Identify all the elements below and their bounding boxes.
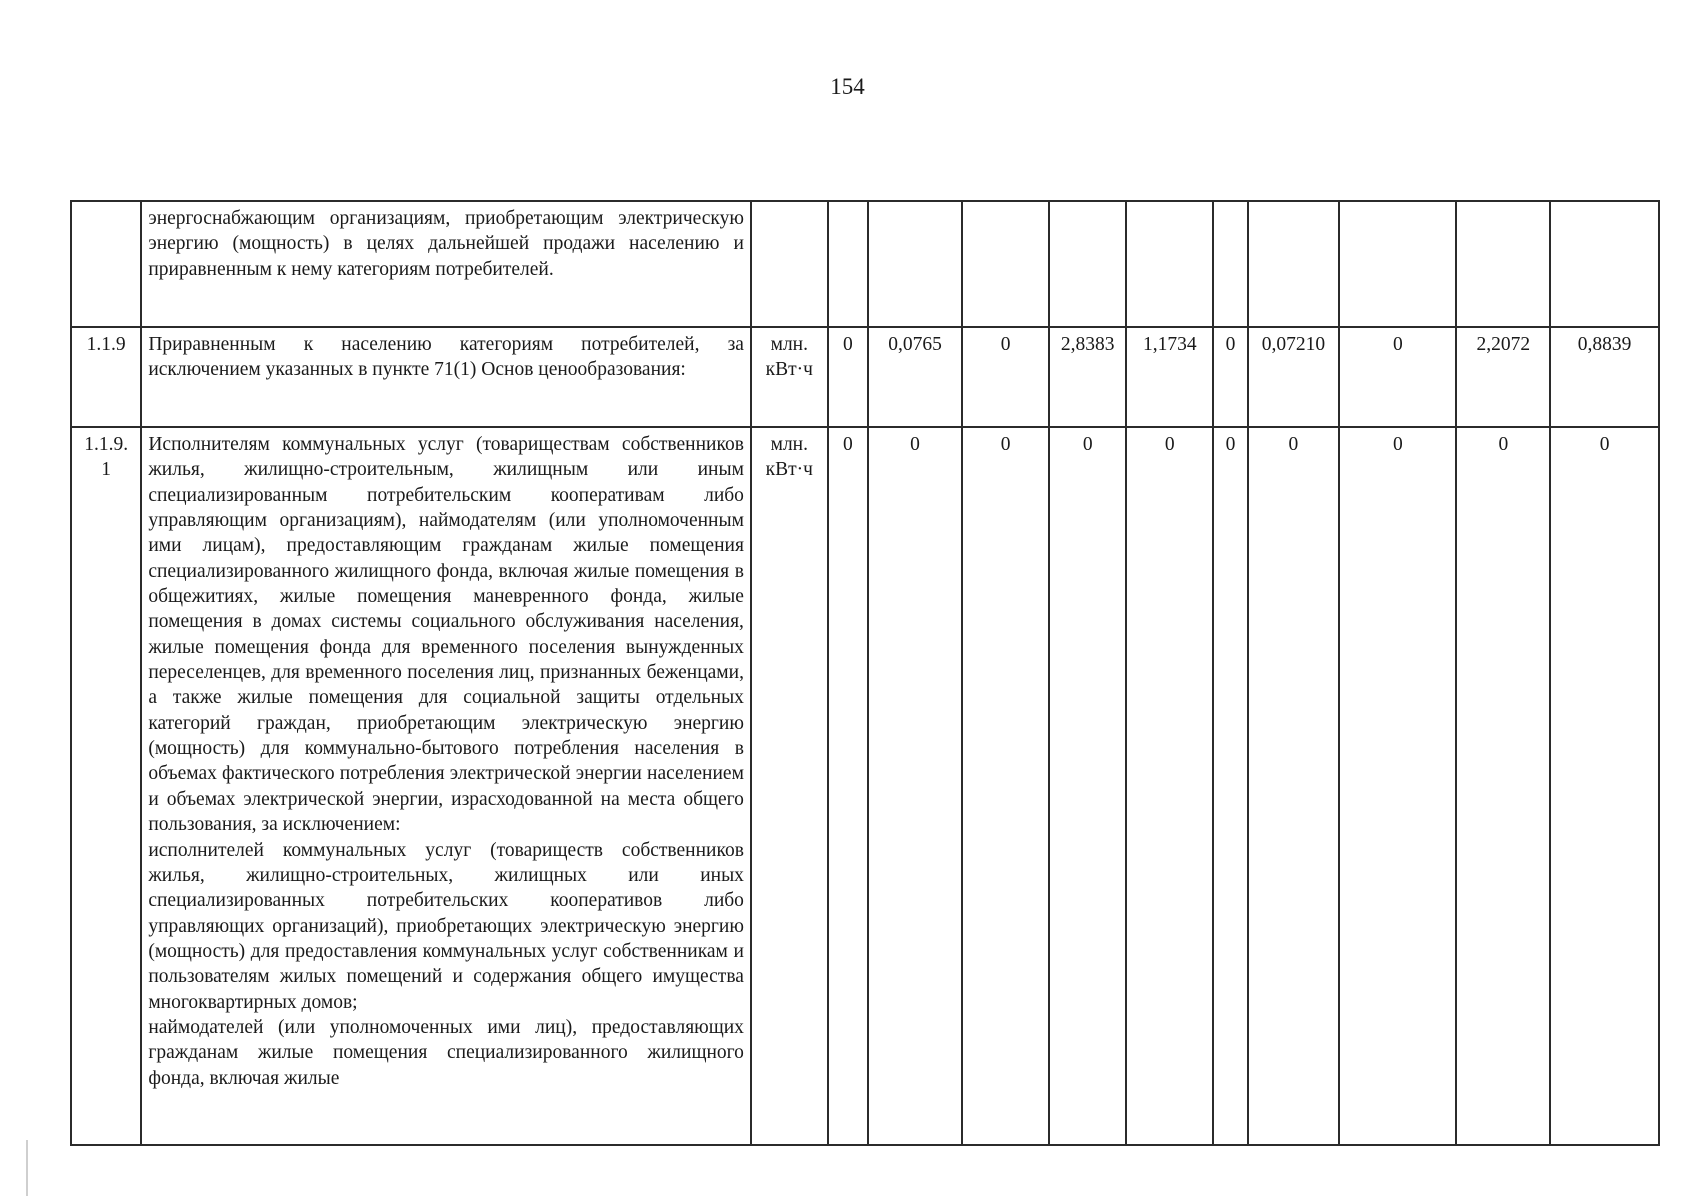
value-cell-2: 0 xyxy=(868,427,962,1145)
row-number-cell: 1.1.9. 1 xyxy=(71,427,141,1145)
value-cell-9: 2,2072 xyxy=(1456,327,1550,427)
value-cell-6: 0 xyxy=(1213,327,1247,427)
value-cell-7 xyxy=(1248,201,1340,327)
value-cell-10: 0 xyxy=(1550,427,1659,1145)
description-paragraph: исполнителей коммунальных услуг (товариществ собственников жилья, жилищно-строительных, жилищных или иных специализированных потребительских кооперативов либо управляющих организаций), приобретающих электрическую энергию (мощность) для предоставления коммунальных услуг собственникам и пользователям жилых помещений и содержания общего имущества многоквартирных домов; xyxy=(148,839,744,1013)
unit-cell: млн. кВт·ч xyxy=(751,427,828,1145)
description-paragraph: Приравненным к населению категориям потребителей, за исключением указанных в пункте 71(1) Основ ценообразования: xyxy=(148,334,744,381)
value-cell-7: 0,07210 xyxy=(1248,327,1340,427)
value-cell-3: 0 xyxy=(962,327,1049,427)
value-cell-8: 0 xyxy=(1339,427,1456,1145)
value-cell-2 xyxy=(868,201,962,327)
value-cell-4 xyxy=(1049,201,1126,327)
value-cell-5 xyxy=(1126,201,1213,327)
row-description-cell xyxy=(141,327,751,427)
description-paragraph: энергоснабжающим организациям, приобретающим электрическую энергию (мощность) в целях дальнейшей продажи населению и приравненным к нему категориям потребителей. xyxy=(148,208,744,280)
value-cell-1: 0 xyxy=(828,427,868,1145)
table-row xyxy=(71,327,1659,427)
table-body xyxy=(71,201,1659,1145)
row-number-cell xyxy=(71,201,141,327)
row-description-cell xyxy=(141,201,751,327)
value-cell-8: 0 xyxy=(1339,327,1456,427)
row-number-cell: 1.1.9 xyxy=(71,327,141,427)
value-cell-10 xyxy=(1550,201,1659,327)
value-cell-9 xyxy=(1456,201,1550,327)
value-cell-4: 0 xyxy=(1049,427,1126,1145)
value-cell-6: 0 xyxy=(1213,427,1247,1145)
value-cell-1: 0 xyxy=(828,327,868,427)
value-cell-6 xyxy=(1213,201,1247,327)
value-cell-5: 1,1734 xyxy=(1126,327,1213,427)
page-number: 154 xyxy=(830,74,865,99)
description-paragraph: Исполнителям коммунальных услуг (товариществам собственников жилья, жилищно-строительным, жилищным или иным специализированным потребительским кооперативам либо управляющим организациям), наймодателям (или уполномоченным ими лицам), предоставляющим гражданам жилые помещения специализированного жилищного фонда, включая жилые помещения в общежитиях, жилые помещения маневренного фонда, жилые помещения в домах системы социального обслуживания населения, жилые помещения фонда для временного поселения вынужденных переселенцев, для временного поселения лиц, признанных беженцами, а также жилые помещения для социальной защиты отдельных категорий граждан, приобретающим электрическую энергию (мощность) для коммунально-бытового потребления населения в объемах фактического потребления электрической энергии населением и объемах электрической энергии, израсходованной на места общего пользования, за исключением: xyxy=(148,434,744,836)
value-cell-10: 0,8839 xyxy=(1550,327,1659,427)
table-row xyxy=(71,427,1659,1145)
data-table xyxy=(70,200,1660,1146)
value-cell-3: 0 xyxy=(962,427,1049,1145)
unit-cell xyxy=(751,201,828,327)
value-cell-3 xyxy=(962,201,1049,327)
value-cell-2: 0,0765 xyxy=(868,327,962,427)
value-cell-7: 0 xyxy=(1248,427,1340,1145)
unit-cell: млн. кВт·ч xyxy=(751,327,828,427)
value-cell-9: 0 xyxy=(1456,427,1550,1145)
description-paragraph: наймодателей (или уполномоченных ими лиц), предоставляющих гражданам жилые помещения специализированного жилищного фонда, включая жилые xyxy=(148,1016,744,1089)
row-description-cell xyxy=(141,427,751,1145)
scan-edge-mark xyxy=(26,1140,28,1196)
value-cell-5: 0 xyxy=(1126,427,1213,1145)
value-cell-1 xyxy=(828,201,868,327)
table-row xyxy=(71,201,1659,327)
value-cell-4: 2,8383 xyxy=(1049,327,1126,427)
value-cell-8 xyxy=(1339,201,1456,327)
